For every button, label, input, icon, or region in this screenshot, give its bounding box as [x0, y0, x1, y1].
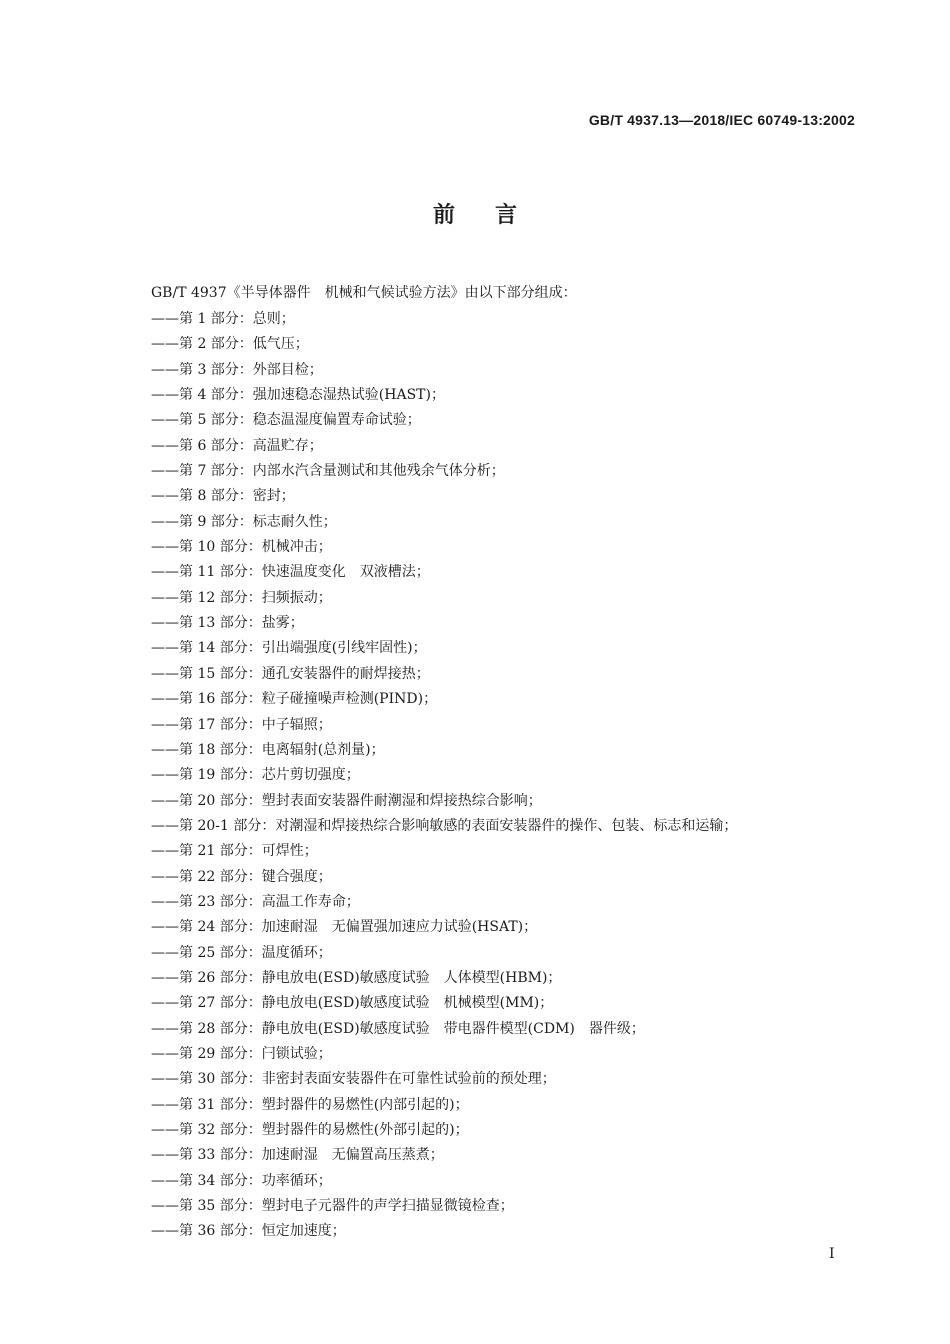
- intro-paragraph: GB/T 4937《半导体器件 机械和气候试验方法》由以下部分组成：: [151, 285, 577, 301]
- list-item: ——第 25 部分：温度循环；: [151, 944, 332, 961]
- list-item: ——第 10 部分：机械冲击；: [151, 539, 332, 556]
- list-item: ——第 14 部分：引出端强度(引线牢固性)；: [151, 640, 427, 657]
- list-item: ——第 19 部分：芯片剪切强度；: [151, 767, 360, 784]
- list-item: ——第 6 部分：高温贮存；: [151, 437, 323, 454]
- list-item: ——第 8 部分：密封；: [151, 488, 295, 505]
- document-code: GB/T 4937.13—2018/IEC 60749-13:2002: [588, 112, 855, 128]
- list-item: ——第 18 部分：电离辐射(总剂量)；: [151, 741, 385, 758]
- list-item: ——第 21 部分：可焊性；: [151, 843, 318, 860]
- list-item: ——第 36 部分：恒定加速度；: [151, 1223, 346, 1240]
- list-item: ——第 15 部分：通孔安装器件的耐焊接热；: [151, 665, 430, 682]
- list-item: ——第 29 部分：闩锁试验；: [151, 1045, 332, 1062]
- list-item: ——第 12 部分：扫频振动；: [151, 589, 332, 606]
- list-item: ——第 28 部分：静电放电(ESD)敏感度试验 带电器件模型(CDM) 器件级；: [151, 1020, 645, 1037]
- list-item: ——第 31 部分：塑封器件的易燃性(内部引起的)；: [151, 1096, 469, 1113]
- list-item: ——第 4 部分：强加速稳态湿热试验(HAST)；: [151, 387, 445, 404]
- list-item: ——第 16 部分：粒子碰撞噪声检测(PIND)；: [151, 691, 438, 708]
- list-item: ——第 20-1 部分：对潮湿和焊接热综合影响敏感的表面安装器件的操作、包装、标志和运输；: [151, 817, 738, 834]
- list-item: ——第 22 部分：键合强度；: [151, 868, 332, 885]
- list-item: ——第 27 部分：静电放电(ESD)敏感度试验 机械模型(MM)；: [151, 995, 554, 1012]
- list-item: ——第 26 部分：静电放电(ESD)敏感度试验 人体模型(HBM)；: [151, 969, 562, 986]
- list-item: ——第 17 部分：中子辐照；: [151, 716, 332, 733]
- list-item: ——第 34 部分：功率循环；: [151, 1172, 332, 1189]
- list-item: ——第 9 部分：标志耐久性；: [151, 513, 337, 530]
- list-item: ——第 7 部分：内部水汽含量测试和其他残余气体分析；: [151, 463, 505, 480]
- page-number: I: [829, 1246, 835, 1262]
- list-item: ——第 30 部分：非密封表面安装器件在可靠性试验前的预处理；: [151, 1071, 556, 1088]
- list-item: ——第 33 部分：加速耐湿 无偏置高压蒸煮；: [151, 1147, 444, 1164]
- preface-heading: 前言: [432, 203, 557, 228]
- list-item: ——第 11 部分：快速温度变化 双液槽法；: [151, 564, 430, 581]
- list-item: ——第 2 部分：低气压；: [151, 336, 309, 353]
- parts-list: [151, 307, 737, 1245]
- list-item: ——第 23 部分：高温工作寿命；: [151, 893, 360, 910]
- list-item: ——第 13 部分：盐雾；: [151, 615, 304, 632]
- list-item: ——第 5 部分：稳态温湿度偏置寿命试验；: [151, 412, 421, 429]
- list-item: ——第 20 部分：塑封表面安装器件耐潮湿和焊接热综合影响；: [151, 792, 542, 809]
- list-item: ——第 1 部分：总则；: [151, 311, 295, 327]
- list-item: ——第 24 部分：加速耐湿 无偏置强加速应力试验(HSAT)；: [151, 919, 538, 936]
- list-item: ——第 35 部分：塑封电子元器件的声学扫描显微镜检查；: [151, 1198, 514, 1215]
- list-item: ——第 3 部分：外部目检；: [151, 361, 323, 378]
- list-item: ——第 32 部分：塑封器件的易燃性(外部引起的)；: [151, 1122, 469, 1138]
